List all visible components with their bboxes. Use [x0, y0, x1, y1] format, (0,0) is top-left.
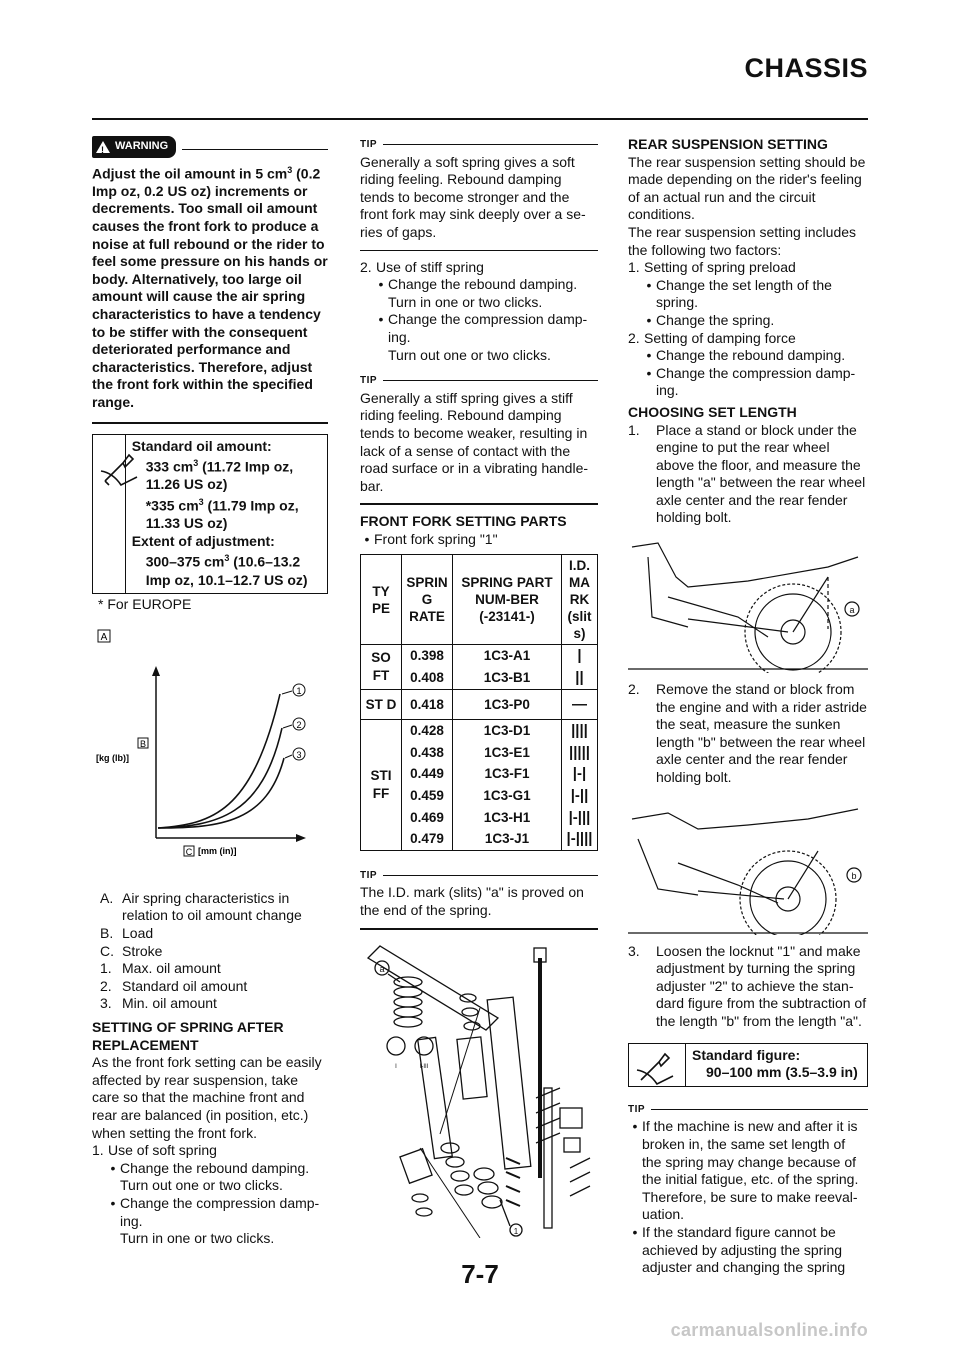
svg-text:1: 1	[296, 685, 302, 696]
table-row: ST D 0.418 1C3-P0 —	[361, 689, 598, 720]
graph-legend: A. Air spring characteristics in relation to oil amount change B. Load C. Stroke 1. Max. oil amount 2. Standard oil amount 3. Min. oil amount	[100, 889, 302, 1012]
table-row: SO FT 0.398 1C3-A1 |	[361, 645, 598, 667]
tip-soft-spring: Generally a soft spring gives a soft riding feeling. Rebound damping tends to become stronger and the front fork may sink deeply over a se-ries of gaps.	[360, 153, 586, 240]
warning-header	[92, 136, 328, 158]
page-number: 7-7	[461, 1259, 499, 1289]
page-title: CHASSIS	[744, 53, 868, 83]
column-2: TIP Generally a soft spring gives a soft riding feeling. Rebound damping tends to become stronger and the front fork may sink deeply over a se-ries of gaps. 2. Use of stiff spring • Change the rebound damping. Turn in one or two clicks. • Change the compression damp-ing. Turn out one or two clicks. TIP Generally a stiff spring gives a stiff riding feeling. Rebound damping tends to become weaker, resulting in lack of a sense of contact with the road surface or in a vibrating handle-bar. FRONT FORK SETTING PARTS • Front fork spring "1" TY PE SPRIN G RATE SPRING PART NUM-BER (-23141-) I.D. MA RK (slit s) SO FT 0.398 1C3-A1 | 0.408 1C3-B1 || ST D 0.418 1C3-P0 — STI FF 0.428 1C3-D1 |||| 0.438 1C3-E1 ||||| 0.449 1C3-F1 |-| 0.459 1C3-G1 |-|| 0.469 1C3-H1 |-||| 0.479 1C3-J1 |-|||| TIP The I.D. mark (slits) "a" is proved on the end of the spring. a I I-III 1	[360, 136, 598, 1238]
tip-header: TIP	[360, 136, 598, 154]
svg-text:[kg (lb)]: [kg (lb)]	[96, 752, 129, 763]
warning-triangle-icon: !	[96, 141, 110, 153]
svg-text:B: B	[139, 738, 147, 749]
warning-label: WARNING	[115, 140, 169, 152]
spec-text: Standard oil amount: 333 $cm^3$ (11.72 Imp oz, 11.26 US oz) *335 $cm^3$ (11.79 Imp oz, 11.33 US oz) Extent of adjustment: 300–375 $cm^3$ (10.6–13.2 Imp oz, 10.1–12.7 US oz)	[131, 437, 308, 588]
wrench-icon	[93, 435, 126, 594]
table-row: 0.408 1C3-B1 ||	[361, 667, 598, 689]
svg-text:3: 3	[296, 749, 302, 760]
tip-stiff-spring: Generally a stiff spring gives a stiff riding feeling. Rebound damping tends to become weaker, resulting in lack of a sense of contact with the road surface or in a vibrating handle-bar.	[360, 389, 589, 494]
fork-exploded-diagram	[360, 938, 598, 1238]
fork-spring-table: TY PE SPRIN G RATE SPRING PART NUM-BER (-23141-) I.D. MA RK (slit s) SO FT 0.398 1C3-A1 | 0.408 1C3-B1 || ST D 0.418 1C3-P0 — STI FF 0.428 1C3-D1 |||| 0.438 1C3-E1 ||||| 0.449 1C3-F1 |-| 0.459 1C3-G1 |-|| 0.469 1C3-H1 |-||| 0.479 1C3-J1 |-||||	[360, 554, 598, 850]
section-body: As the front fork setting can be easily affected by rear suspension, take care so that the machine front and rear are balanced (in position, etc.) when setting the front fork.	[92, 1054, 322, 1141]
svg-text:1: 1	[513, 1226, 519, 1236]
section-rear-suspension: REAR SUSPENSION SETTING	[628, 136, 828, 152]
table-row: STI FF 0.428 1C3-D1 ||||	[361, 720, 598, 742]
table-row: 0.459 1C3-G1 |-||	[361, 785, 598, 807]
table-row: 0.449 1C3-F1 |-|	[361, 763, 598, 785]
svg-text:I: I	[395, 1063, 397, 1070]
wrench-icon	[629, 1044, 686, 1086]
section-fork-setting-parts: FRONT FORK SETTING PARTS	[360, 513, 567, 530]
column-1: ! WARNING Adjust the oil amount in 5 $cm^3$ (0.2 Imp oz, 0.2 US oz) increments or decrements. Too small oil amount causes the front fork to produce a noise at full rebound or the rider to feel some pressure on his hands or body. Alternatively, too large oil amount will cause the air spring characteristics to have a tendency to be stiffer with the consequent deteriorated performance and characteristics. Therefore, adjust the front fork within the specified range. Standard oil amount: 333 $cm^3$ (11.72 Imp oz, 11.26 US oz) *335 $cm^3$ (11.79 Imp oz, 11.33 US oz) Extent of adjustment: 300–375 $cm^3$ (10.6–13.2 Imp oz, 10.1–12.7 US oz) * For EUROPE A 1 2 3 B [kg (lb)] C [mm (in)] A. Air spring characteristics in relation to oil amount change B. Load C. Stroke 1. Max. oil amount 2. Standard oil amount 3. Min. oil amount SETTING OF SPRING AFTER REPLACEMENT As the front fork setting can be easily affected by rear suspension, take care so that the machine front and rear are balanced (in position, etc.) when setting the front fork. 1. Use of soft spring • Change the rebound damping. Turn out one or two clicks. • Change the compression damp-ing. Turn in one or two clicks.	[92, 136, 328, 1248]
svg-text:C: C	[185, 846, 193, 857]
warning-text: Adjust the oil amount in 5 $cm^3$ (0.2 Imp oz, 0.2 US oz) increments or decrements. Too small oil amount causes the front fork to produce a noise at full rebound or the rider to feel some pressure on his hands or body. Alternatively, too large oil amount will cause the air spring characteristics to have a tendency to be stiffer with the consequent deteriorated performance and characteristics. Therefore, adjust the front fork within the specified range.	[92, 164, 328, 410]
column-3: REAR SUSPENSION SETTING The rear suspension setting should be made depending on the rider's feeling of an actual run and the circuit conditions. The rear suspension setting includes the following two factors: 1. Setting of spring preload • Change the set length of the spring. • Change the spring. 2. Setting of damping force • Change the rebound damping. • Change the compression damp-ing. CHOOSING SET LENGTH 1. Place a stand or block under the engine to put the rear wheel above the floor, and measure the length "a" between the rear wheel axle center and the rear fender holding bolt. a 2. Remove the stand or block from the engine and with a rider astride the seat, measure the sunken length "b" between the rear wheel axle center and the rear fender holding bolt. b 3. Loosen the locknut "1" and make adjustment by turning the spring adjuster "2" to achieve the stan-dard figure from the subtraction of the length "b" from the length "a". Standard figure: 90–100 mm (3.5–3.9 in) TIP • If the machine is new and after it is broken in, the same set length of the spring may change because of the initial fatigue, etc. of the spring. Therefore, be sure to make reeval-uation. • If the standard figure cannot be achieved by adjusting the spring adjuster and changing the spring	[628, 136, 867, 1276]
svg-text:[mm (in)]: [mm (in)]	[198, 845, 237, 856]
rear-wheel-figure-b	[628, 799, 868, 935]
svg-text:I-III: I-III	[419, 1063, 429, 1070]
section-choosing-set-length: CHOOSING SET LENGTH	[628, 403, 797, 420]
spec-box-standard-figure: Standard figure: 90–100 mm (3.5–3.9 in)	[628, 1043, 868, 1087]
header-rule	[92, 118, 868, 120]
tip-id-mark: The I.D. mark (slits) "a" is proved on the end of the spring.	[360, 884, 584, 918]
table-row: 0.479 1C3-J1 |-||||	[361, 828, 598, 850]
svg-text:A: A	[100, 631, 108, 643]
warning-badge	[92, 136, 176, 158]
air-spring-graph	[92, 628, 328, 864]
rear-wheel-figure-a	[628, 537, 868, 673]
table-row: 0.438 1C3-E1 |||||	[361, 742, 598, 764]
spec-box-oil	[92, 434, 328, 595]
svg-text:b: b	[851, 870, 857, 881]
svg-text:2: 2	[296, 719, 302, 730]
svg-text:a: a	[849, 605, 855, 616]
svg-text:a: a	[379, 963, 385, 974]
spec-footnote: * For EUROPE	[98, 596, 192, 613]
table-row: 0.469 1C3-H1 |-|||	[361, 807, 598, 829]
footer-watermark: carmanualsonline.info	[670, 1320, 868, 1340]
section-spring-replacement: SETTING OF SPRING AFTER REPLACEMENT	[92, 1019, 284, 1053]
